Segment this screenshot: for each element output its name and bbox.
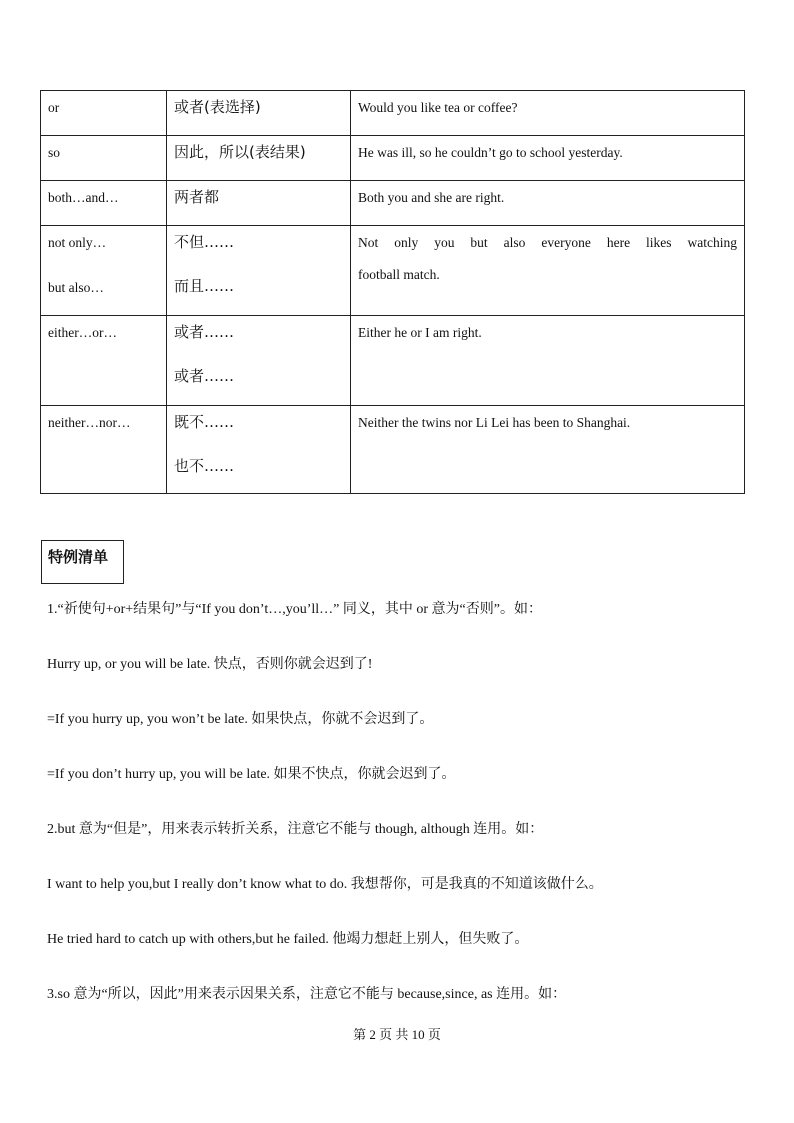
example-cell bbox=[351, 181, 745, 226]
word-text: both…and… bbox=[48, 190, 119, 205]
meaning-cell bbox=[167, 406, 351, 494]
meaning-cell bbox=[167, 136, 351, 181]
paragraph: 3.so 意为“所以，因此”用来表示因果关系，注意它不能与 because,since, as 连用。如： bbox=[47, 987, 567, 1002]
meaning-text: 因此，所以(表结果) bbox=[174, 143, 306, 161]
paragraph: 2.but 意为“但是”，用来表示转折关系，注意它不能与 though, although 连用。如： bbox=[47, 822, 544, 837]
word-cell bbox=[41, 226, 167, 316]
word-text: or bbox=[48, 100, 60, 115]
meaning-text: 也不…… bbox=[174, 457, 235, 475]
word-text: either…or… bbox=[48, 325, 117, 340]
example-cell bbox=[351, 136, 745, 181]
table-row bbox=[41, 406, 745, 494]
meaning-text: 而且…… bbox=[174, 277, 235, 295]
example-text: Not only you but also everyone here likes watching bbox=[358, 235, 737, 250]
table-row bbox=[41, 181, 745, 226]
word-cell bbox=[41, 181, 167, 226]
word-cell bbox=[41, 91, 167, 136]
meaning-text: 或者…… bbox=[174, 367, 235, 385]
meaning-cell bbox=[167, 226, 351, 316]
meaning-text: 或者(表选择) bbox=[174, 98, 261, 116]
table-row bbox=[41, 316, 745, 406]
example-cell bbox=[351, 91, 745, 136]
conjunction-table bbox=[40, 90, 745, 494]
word-text: neither…nor… bbox=[48, 415, 131, 430]
example-cell bbox=[351, 316, 745, 406]
example-text: Would you like tea or coffee? bbox=[358, 100, 518, 115]
meaning-text: 不但…… bbox=[174, 233, 235, 251]
example-text: Neither the twins nor Li Lei has been to Shanghai. bbox=[358, 415, 631, 430]
table-row bbox=[41, 91, 745, 136]
paragraph: Hurry up, or you will be late. 快点，否则你就会迟到了! bbox=[47, 657, 373, 672]
example-text: He was ill, so he couldn’t go to school yesterday. bbox=[358, 145, 623, 160]
example-text: football match. bbox=[358, 267, 440, 282]
table-row bbox=[41, 136, 745, 181]
paragraph: =If you hurry up, you won’t be late. 如果快点，你就不会迟到了。 bbox=[47, 712, 434, 727]
word-text: not only… bbox=[48, 235, 107, 250]
word-cell bbox=[41, 406, 167, 494]
page-footer: 第 2 页 共 10 页 bbox=[353, 1027, 441, 1042]
paragraph: He tried hard to catch up with others,but he failed. 他竭力想赶上别人，但失败了。 bbox=[47, 932, 529, 947]
meaning-text: 既不…… bbox=[174, 413, 235, 431]
example-text: Either he or I am right. bbox=[358, 325, 482, 340]
paragraph: 1.“祈使句+or+结果句”与“If you don’t…,you’ll…” 同义，其中 or 意为“否则”。如： bbox=[47, 602, 542, 617]
meaning-cell bbox=[167, 91, 351, 136]
meaning-cell bbox=[167, 316, 351, 406]
paragraph: I want to help you,but I really don’t know what to do. 我想帮你，可是我真的不知道该做什么。 bbox=[47, 877, 603, 892]
meaning-text: 或者…… bbox=[174, 323, 235, 341]
paragraph: =If you don’t hurry up, you will be late. 如果不快点，你就会迟到了。 bbox=[47, 767, 456, 782]
word-text: but also… bbox=[48, 280, 104, 295]
word-cell bbox=[41, 316, 167, 406]
section-title: 特例清单 bbox=[41, 540, 124, 584]
word-text: so bbox=[48, 145, 61, 160]
example-text: Both you and she are right. bbox=[358, 190, 505, 205]
word-cell bbox=[41, 136, 167, 181]
table-row bbox=[41, 226, 745, 316]
example-cell bbox=[351, 406, 745, 494]
example-cell bbox=[351, 226, 745, 316]
meaning-cell bbox=[167, 181, 351, 226]
meaning-text: 两者都 bbox=[174, 188, 220, 206]
